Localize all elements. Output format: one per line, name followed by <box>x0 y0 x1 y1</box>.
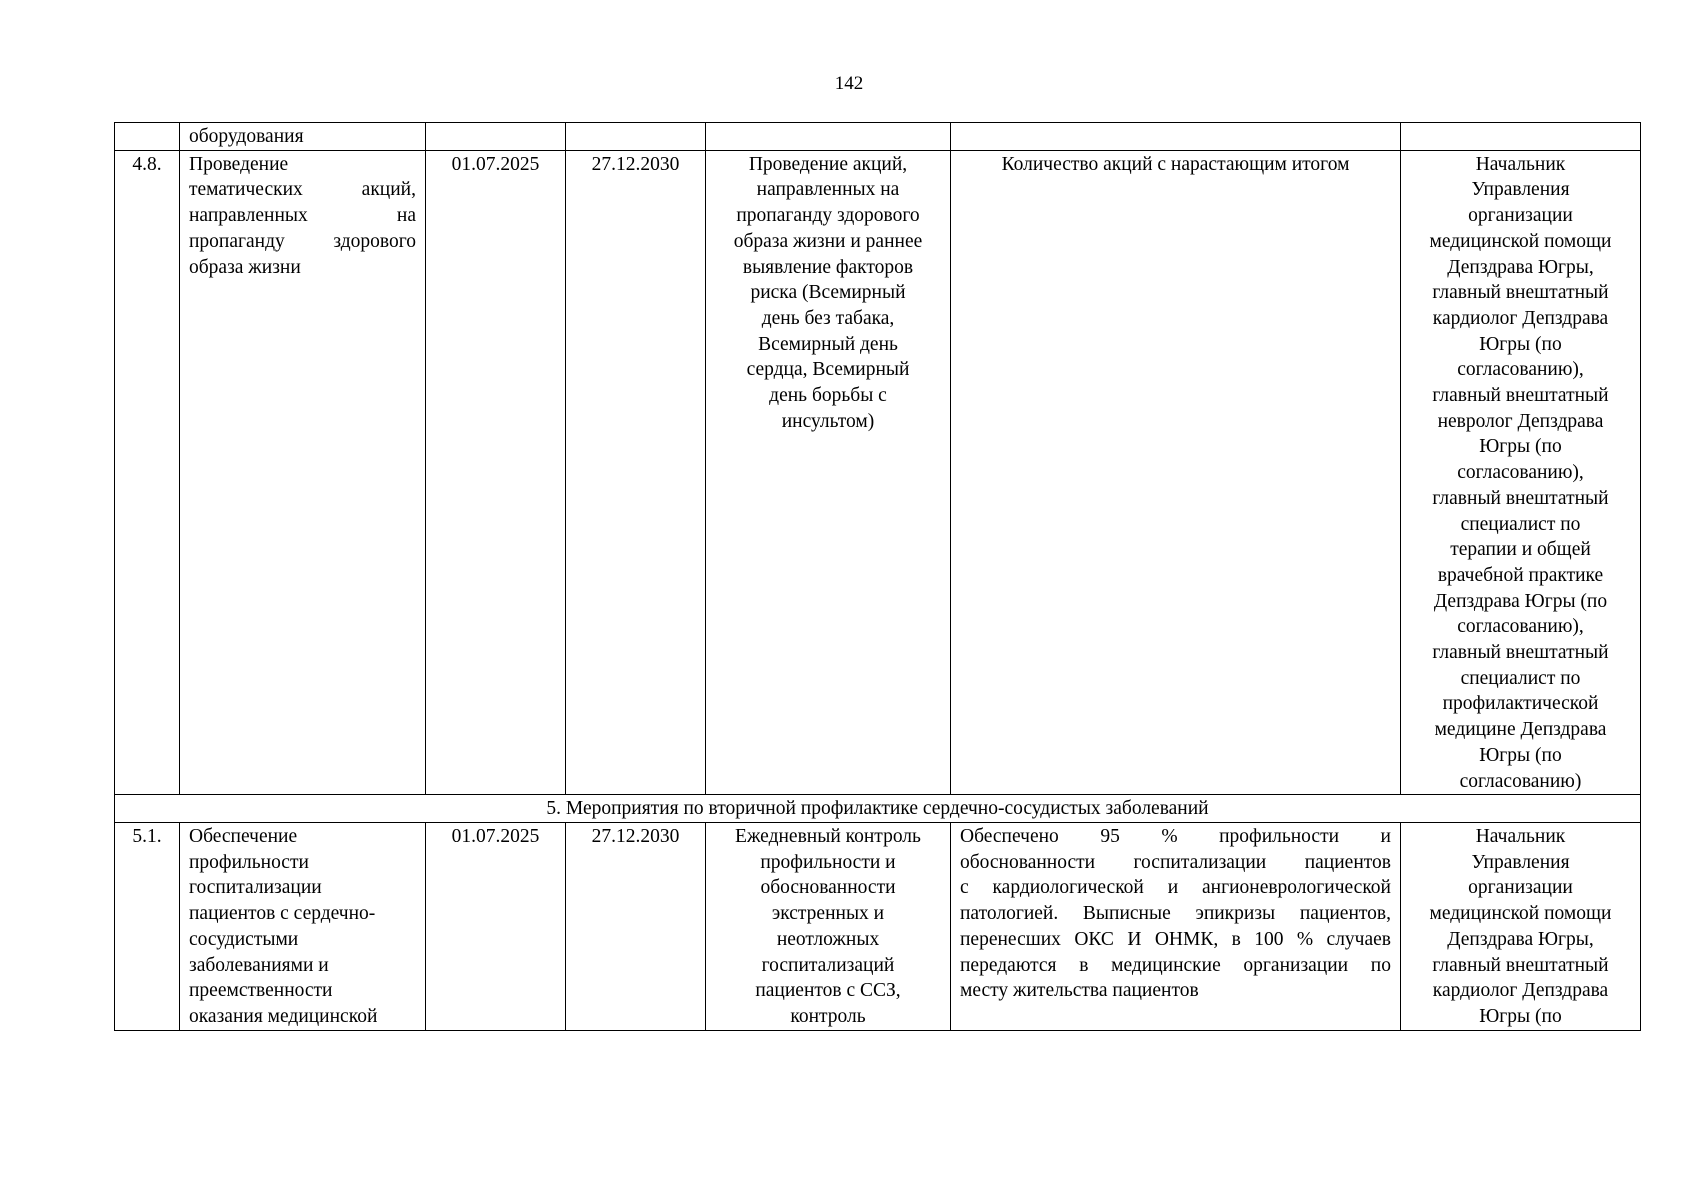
activity-name-line: оказания медицинской <box>189 1005 378 1027</box>
responsible-line: профилактической <box>1442 693 1599 715</box>
cell-num: 4.8. <box>115 150 180 795</box>
responsible-line: главный внештатный <box>1432 642 1609 664</box>
result-line: передаются в медицинские организации по <box>960 954 1391 976</box>
action-line: сердца, Всемирный <box>746 359 910 381</box>
cell-start-date: 01.07.2025 <box>426 150 566 795</box>
responsible-line: терапии и общей <box>1450 539 1591 561</box>
cell-result <box>951 822 1401 1030</box>
responsible-line: согласованию) <box>1459 770 1582 792</box>
responsible-line: согласованию), <box>1457 359 1584 381</box>
responsible-line: организации <box>1468 877 1573 899</box>
action-line: день борьбы с <box>769 385 887 407</box>
responsible-line: главный внештатный <box>1432 385 1609 407</box>
responsible-line: Депздрава Югры, <box>1447 256 1594 278</box>
activities-table <box>114 122 1641 1031</box>
action-line: Проведение акций, <box>748 153 908 175</box>
cell-action <box>706 123 951 151</box>
action-line: Всемирный день <box>758 333 898 355</box>
responsible-line: Депздрава Югры, <box>1447 928 1594 950</box>
section-header-row <box>115 795 1641 823</box>
table-row-5-1 <box>115 822 1641 1030</box>
cell-end-date <box>566 123 706 151</box>
action-line: госпитализаций <box>761 954 895 976</box>
cell-result <box>951 123 1401 151</box>
activity-name-line: Обеспечение <box>189 825 298 847</box>
table-row-4-8 <box>115 150 1641 795</box>
cell-responsible <box>1401 150 1641 795</box>
cell-activity-name <box>180 123 426 151</box>
action-line: неотложных <box>776 928 880 950</box>
activity-name-line: пропаганду здорового <box>189 230 416 252</box>
responsible-line: Начальник <box>1475 153 1566 175</box>
responsible-line: медицинской помощи <box>1429 230 1612 252</box>
cell-start-date: 01.07.2025 <box>426 822 566 1030</box>
action-line: выявление факторов <box>742 256 914 278</box>
action-line: образа жизни и раннее <box>733 230 923 252</box>
cell-activity-name <box>180 150 426 795</box>
result-line: перенесших ОКС И ОНМК, в 100 % случаев <box>960 928 1391 950</box>
activity-name-line: Проведение <box>189 153 289 175</box>
activity-name-line: образа жизни <box>189 256 301 278</box>
cell-action <box>706 822 951 1030</box>
responsible-line: согласованию), <box>1457 462 1584 484</box>
cell-end-date: 27.12.2030 <box>566 150 706 795</box>
table-row-continuation <box>115 123 1641 151</box>
action-line: контроль <box>790 1005 866 1027</box>
responsible-line: кардиолог Депздрава <box>1432 980 1609 1002</box>
cell-num <box>115 123 180 151</box>
action-line: пропаганду здорового <box>736 205 920 227</box>
cell-responsible <box>1401 822 1641 1030</box>
action-line: риска (Всемирный <box>750 282 906 304</box>
result-line: с кардиологической и ангионеврологической <box>960 877 1391 899</box>
responsible-line: Депздрава Югры (по <box>1433 590 1608 612</box>
responsible-line: медицине Депздрава <box>1434 719 1607 741</box>
result-line: обоснованности госпитализации пациентов <box>960 851 1391 873</box>
activity-name-line: преемственности <box>189 980 333 1002</box>
action-line: направленных на <box>756 179 900 201</box>
action-line: экстренных и <box>771 903 885 925</box>
result-line: патологией. Выписные эпикризы пациентов, <box>960 903 1391 925</box>
responsible-line: невролог Депздрава <box>1437 410 1604 432</box>
cell-start-date <box>426 123 566 151</box>
responsible-line: специалист по <box>1460 513 1581 535</box>
activity-name-line: заболеваниями и <box>189 954 329 976</box>
activity-name-line: тематических акций, <box>189 179 416 201</box>
responsible-line: специалист по <box>1460 667 1581 689</box>
activity-name-line: пациентов с сердечно- <box>189 903 376 925</box>
cell-activity-name <box>180 822 426 1030</box>
responsible-line: главный внештатный <box>1432 954 1609 976</box>
responsible-line: Югры (по <box>1479 744 1562 766</box>
result-line: месту жительства пациентов <box>960 980 1199 1002</box>
responsible-line: Югры (по <box>1479 436 1562 458</box>
responsible-line: кардиолог Депздрава <box>1432 307 1609 329</box>
section-title: 5. Мероприятия по вторичной профилактике сердечно-сосудистых заболеваний <box>115 795 1641 823</box>
activity-name-text: оборудования <box>189 126 304 147</box>
cell-responsible <box>1401 123 1641 151</box>
responsible-line: Управления <box>1471 179 1570 201</box>
cell-num: 5.1. <box>115 822 180 1030</box>
cell-end-date: 27.12.2030 <box>566 822 706 1030</box>
responsible-line: главный внештатный <box>1432 487 1609 509</box>
responsible-line: организации <box>1468 205 1573 227</box>
responsible-line: согласованию), <box>1457 616 1584 638</box>
page-number: 142 <box>834 73 864 94</box>
action-line: Ежедневный контроль <box>735 825 921 847</box>
responsible-line: Управления <box>1471 851 1570 873</box>
activity-name-line: профильности <box>189 851 309 873</box>
activity-name-line: направленных на <box>189 205 416 227</box>
cell-result: Количество акций с нарастающим итогом <box>951 150 1401 795</box>
activity-name-line: сосудистыми <box>189 928 299 950</box>
action-line: день без табака, <box>761 307 895 329</box>
responsible-line: Начальник <box>1475 825 1566 847</box>
responsible-line: врачебной практике <box>1437 564 1604 586</box>
action-line: инсультом) <box>781 410 875 432</box>
responsible-line: медицинской помощи <box>1429 903 1612 925</box>
cell-action <box>706 150 951 795</box>
action-line: профильности и <box>760 851 896 873</box>
responsible-line: главный внештатный <box>1432 282 1609 304</box>
result-line: Обеспечено 95 % профильности и <box>960 825 1391 847</box>
action-line: пациентов с ССЗ, <box>755 980 901 1002</box>
activity-name-line: госпитализации <box>189 877 322 899</box>
responsible-line: Югры (по <box>1479 333 1562 355</box>
responsible-line: Югры (по <box>1479 1005 1562 1027</box>
action-line: обоснованности <box>760 877 896 899</box>
